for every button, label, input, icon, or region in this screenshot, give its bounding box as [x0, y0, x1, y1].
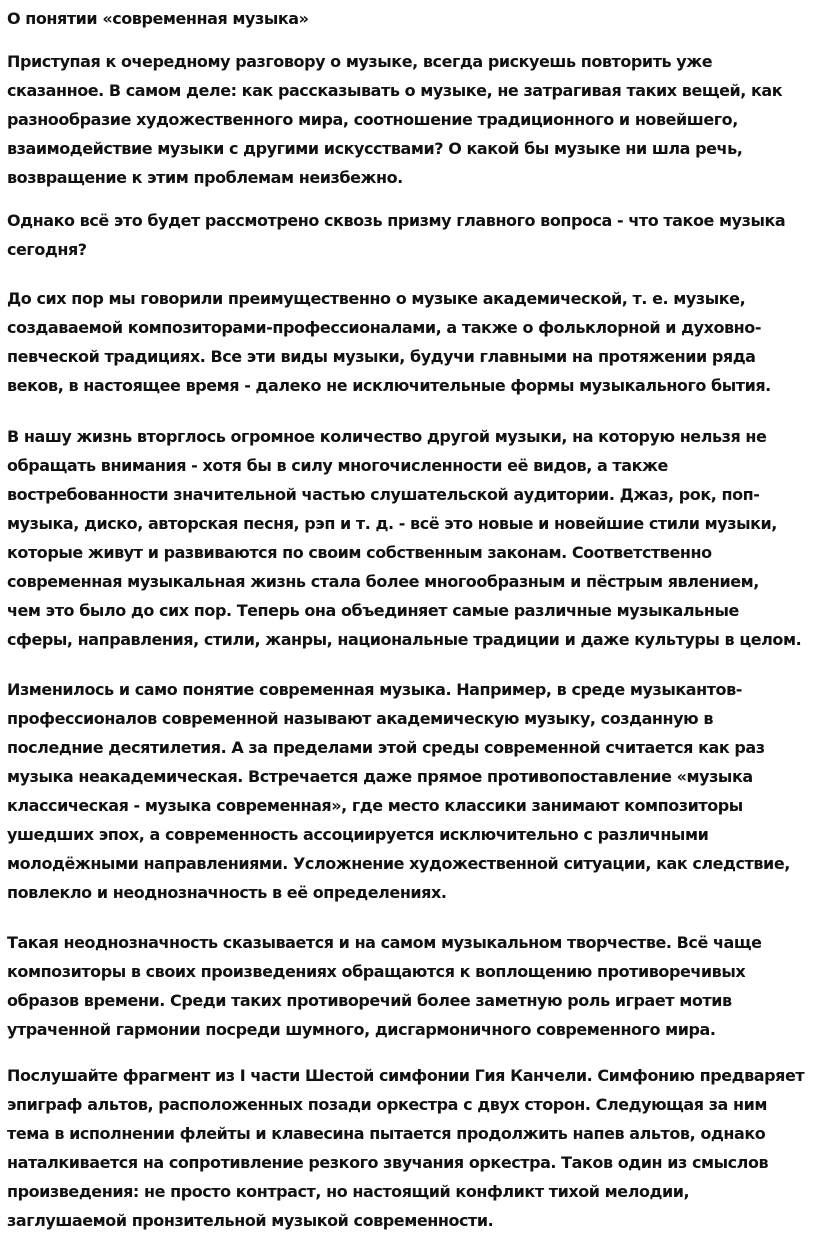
- paragraph-line: создаваемой композиторами-профессионалами, а также о фольклорной и духовно-: [7, 318, 762, 337]
- paragraph-line: музыка, диско, авторская песня, рэп и т. д. - всё это новые и новейшие стили музыки,: [7, 514, 777, 533]
- paragraph-line: заглушаемой пронзительной музыкой современности.: [7, 1211, 494, 1230]
- paragraph-line: востребованности значительной частью слушательской аудитории. Джаз, рок, поп-: [7, 485, 760, 504]
- paragraph-line: Однако всё это будет рассмотрено сквозь призму главного вопроса - что такое музыка: [7, 211, 786, 230]
- paragraph-line: веков, в настоящее время - далеко не исключительные формы музыкального бытия.: [7, 376, 771, 395]
- paragraph-line: взаимодействие музыки с другими искусствами? О какой бы музыке ни шла речь,: [7, 139, 743, 158]
- paragraph-line: эпиграф альтов, расположенных позади оркестра с двух сторон. Следующая за ним: [7, 1095, 768, 1114]
- paragraph: [7, 675, 813, 907]
- paragraph-line: классическая - музыка современная», где место классики занимают композиторы: [7, 796, 743, 815]
- paragraph-line: сказанное. В самом деле: как рассказывать о музыке, не затрагивая таких вещей, как: [7, 81, 783, 100]
- paragraph-line: тема в исполнении флейты и клавесина пытается продолжить напев альтов, однако: [7, 1124, 766, 1143]
- paragraph-line: сферы, направления, стили, жанры, национальные традиции и даже культуры в целом.: [7, 630, 802, 649]
- paragraph-line: Приступая к очередному разговору о музыке, всегда рискуешь повторить уже: [7, 52, 713, 71]
- paragraph-line: Послушайте фрагмент из I части Шестой симфонии Гия Канчели. Симфонию предваряет: [7, 1066, 805, 1085]
- paragraph-line: образов времени. Среди таких противоречий более заметную роль играет мотив: [7, 991, 732, 1010]
- paragraph: [7, 284, 813, 400]
- paragraph-line: ушедших эпох, а современность ассоциируется исключительно с различными: [7, 825, 709, 844]
- paragraph-line: произведения: не просто контраст, но настоящий конфликт тихой мелодии,: [7, 1182, 690, 1201]
- paragraph-line: обращать внимания - хотя бы в силу многочисленности её видов, а также: [7, 456, 668, 475]
- paragraph-line: профессионалов современной называют академическую музыку, созданную в: [7, 709, 714, 728]
- paragraph: [7, 422, 813, 654]
- paragraph-line: певческой традициях. Все эти виды музыки, будучи главными на протяжении ряда: [7, 347, 756, 366]
- paragraph-line: современная музыкальная жизнь стала более многообразным и пёстрым явлением,: [7, 572, 759, 591]
- paragraph: [7, 1061, 813, 1235]
- paragraph-line: До сих пор мы говорили преимущественно о музыке академической, т. е. музыке,: [7, 289, 746, 308]
- document-title: О понятии «современная музыка»: [7, 9, 309, 28]
- paragraph: [7, 206, 813, 264]
- paragraph-line: Такая неоднозначность сказывается и на самом музыкальном творчестве. Всё чаще: [7, 933, 762, 952]
- paragraph-line: наталкивается на сопротивление резкого звучания оркестра. Таков один из смыслов: [7, 1153, 769, 1172]
- paragraph-line: последние десятилетия. А за пределами этой среды современной считается как раз: [7, 738, 765, 757]
- paragraph-line: В нашу жизнь вторглось огромное количество другой музыки, на которую нельзя не: [7, 427, 767, 446]
- paragraph-line: утраченной гармонии посреди шумного, дисгармоничного современного мира.: [7, 1020, 716, 1039]
- paragraph-line: разнообразие художественного мира, соотношение традиционного и новейшего,: [7, 110, 738, 129]
- paragraph-line: композиторы в своих произведениях обращаются к воплощению противоречивых: [7, 962, 746, 981]
- paragraph-line: повлекло и неоднозначность в её определениях.: [7, 883, 447, 902]
- paragraph-line: музыка неакадемическая. Встречается даже прямое противопоставление «музыка: [7, 767, 753, 786]
- paragraph-line: молодёжными направлениями. Усложнение художественной ситуации, как следствие,: [7, 854, 790, 873]
- paragraph-line: чем это было до сих пор. Теперь она объединяет самые различные музыкальные: [7, 601, 739, 620]
- paragraph: [7, 47, 813, 192]
- paragraph-line: Изменилось и само понятие современная музыка. Например, в среде музыкантов-: [7, 680, 742, 699]
- paragraph-line: возвращение к этим проблемам неизбежно.: [7, 168, 403, 187]
- paragraph-line: сегодня?: [7, 240, 87, 259]
- paragraph-line: которые живут и развиваются по своим собственным законам. Соответственно: [7, 543, 712, 562]
- paragraph: [7, 928, 813, 1044]
